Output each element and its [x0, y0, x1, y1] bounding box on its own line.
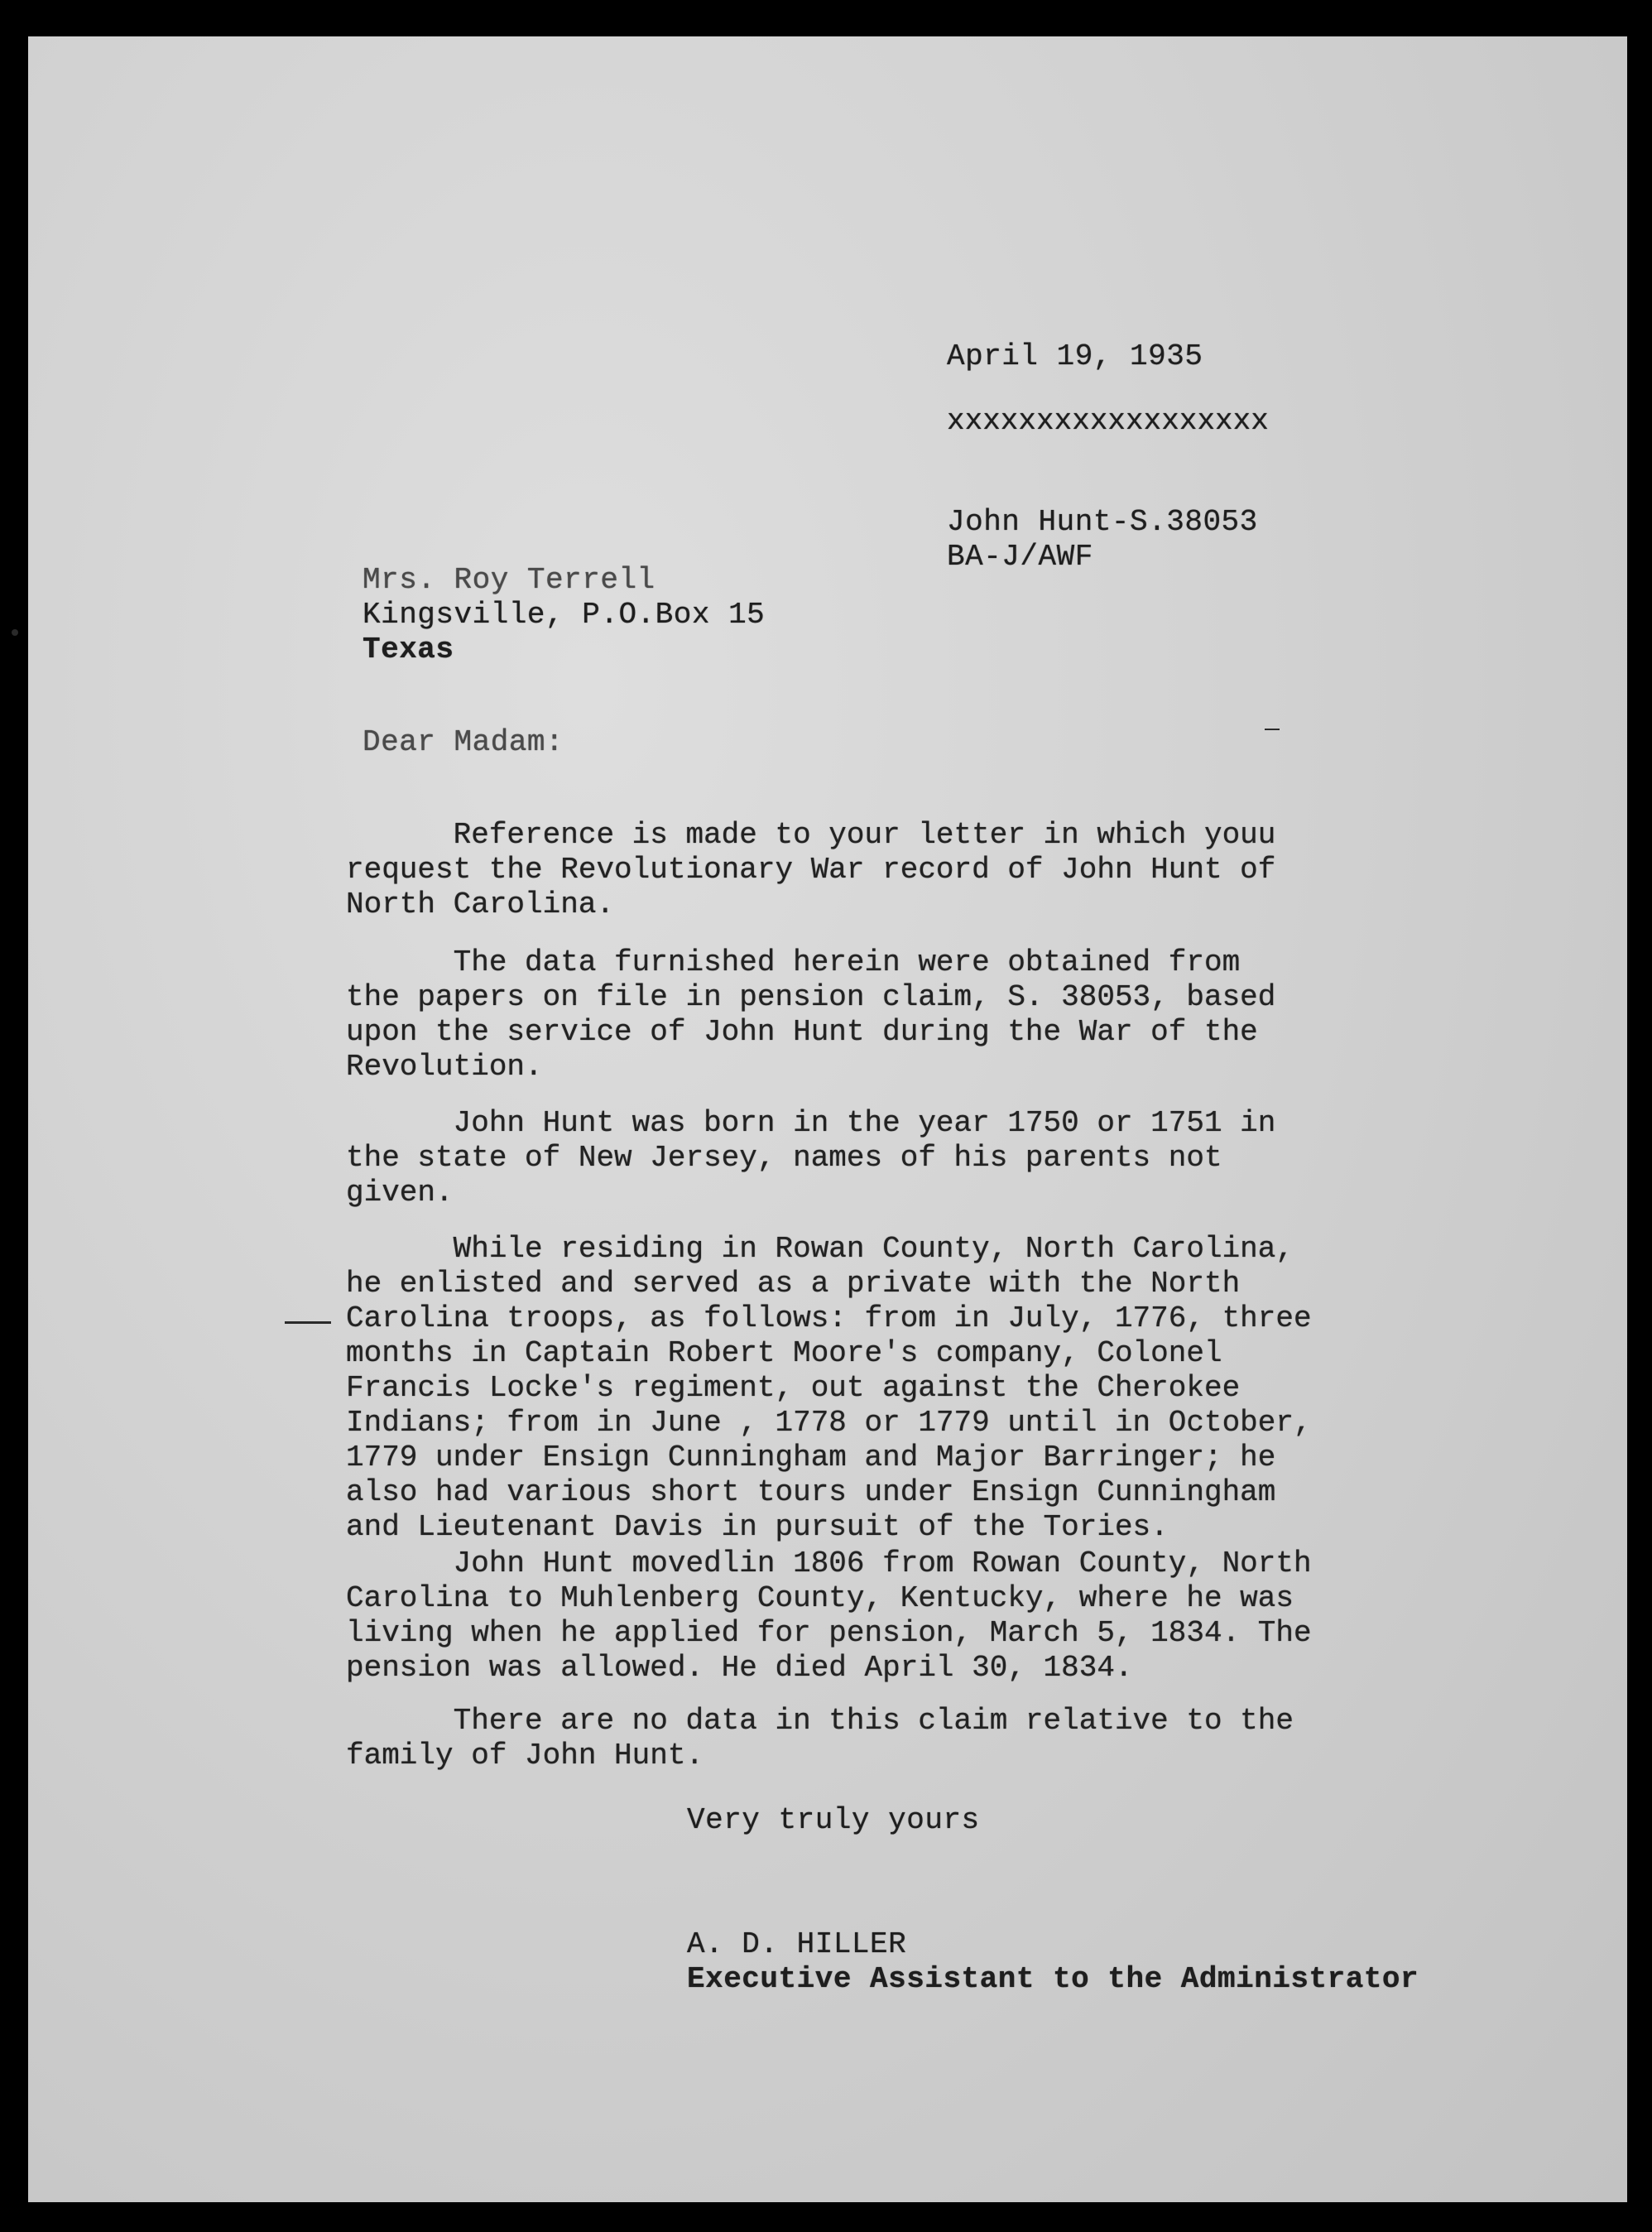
paragraph-line: Revolution.	[346, 1050, 543, 1084]
signature-title: Executive Assistant to the Administrator	[687, 1962, 1419, 1996]
paragraph-6	[346, 1704, 1389, 1773]
scan-speck	[1265, 729, 1280, 730]
paragraph-line: family of John Hunt.	[346, 1739, 704, 1773]
closing: Very truly yours	[687, 1803, 980, 1837]
paragraph-4	[346, 1232, 1389, 1545]
paragraph-line: John Hunt was born in the year 1750 or 1751 in	[346, 1106, 1276, 1140]
letter-page	[28, 36, 1627, 2202]
paragraph-1	[346, 818, 1389, 922]
paragraph-line: Francis Locke's regiment, out against the Cherokee	[346, 1371, 1241, 1405]
paragraph-line: request the Revolutionary War record of John Hunt of	[346, 853, 1276, 887]
paragraph-line: John Hunt movedlin 1806 from Rowan County, North	[346, 1547, 1312, 1580]
paragraph-line: he enlisted and served as a private with the North	[346, 1267, 1241, 1301]
margin-dash-mark	[285, 1321, 331, 1324]
paragraph-line: While residing in Rowan County, North Carolina,	[346, 1232, 1294, 1266]
paragraph-line: The data furnished herein were obtained from	[346, 945, 1241, 979]
paragraph-5	[346, 1547, 1389, 1686]
office-code: BA-J/AWF	[947, 540, 1093, 574]
paragraph-line: the papers on file in pension claim, S. 38053, based	[346, 980, 1276, 1014]
signature-name: A. D. HILLER	[687, 1927, 907, 1961]
struck-out-line: xxxxxxxxxxxxxxxxxx	[947, 404, 1269, 438]
recipient-address: Kingsville, P.O.Box 15	[363, 598, 766, 632]
scan-speck	[12, 629, 18, 636]
file-reference: John Hunt-S.38053	[947, 505, 1258, 539]
paragraph-line: North Carolina.	[346, 888, 615, 921]
paragraph-line: months in Captain Robert Moore's company, Colonel	[346, 1336, 1222, 1370]
letter-date: April 19, 1935	[947, 339, 1203, 373]
paragraph-line: also had various short tours under Ensign Cunningham	[346, 1475, 1276, 1509]
salutation: Dear Madam:	[363, 725, 564, 759]
recipient-name: Mrs. Roy Terrell	[363, 563, 656, 597]
paragraph-line: Reference is made to your letter in which youu	[346, 818, 1276, 852]
paragraph-line: There are no data in this claim relative to the	[346, 1704, 1294, 1738]
paragraph-line: living when he applied for pension, March 5, 1834. The	[346, 1616, 1312, 1650]
paragraph-line: the state of New Jersey, names of his parents not	[346, 1141, 1222, 1175]
paragraph-line: pension was allowed. He died April 30, 1834.	[346, 1651, 1133, 1685]
paragraph-line: upon the service of John Hunt during the War of the	[346, 1015, 1258, 1049]
paragraph-line: Carolina to Muhlenberg County, Kentucky, where he was	[346, 1581, 1294, 1615]
paragraph-line: Carolina troops, as follows: from in July, 1776, three	[346, 1301, 1312, 1335]
paragraph-line: and Lieutenant Davis in pursuit of the Tories.	[346, 1510, 1169, 1544]
paragraph-line: 1779 under Ensign Cunningham and Major Barringer; he	[346, 1441, 1276, 1474]
paragraph-line: given.	[346, 1176, 454, 1210]
paragraph-3	[346, 1106, 1389, 1210]
recipient-state: Texas	[363, 633, 454, 666]
paragraph-line: Indians; from in June , 1778 or 1779 until in October,	[346, 1406, 1312, 1440]
paragraph-2	[346, 945, 1389, 1085]
